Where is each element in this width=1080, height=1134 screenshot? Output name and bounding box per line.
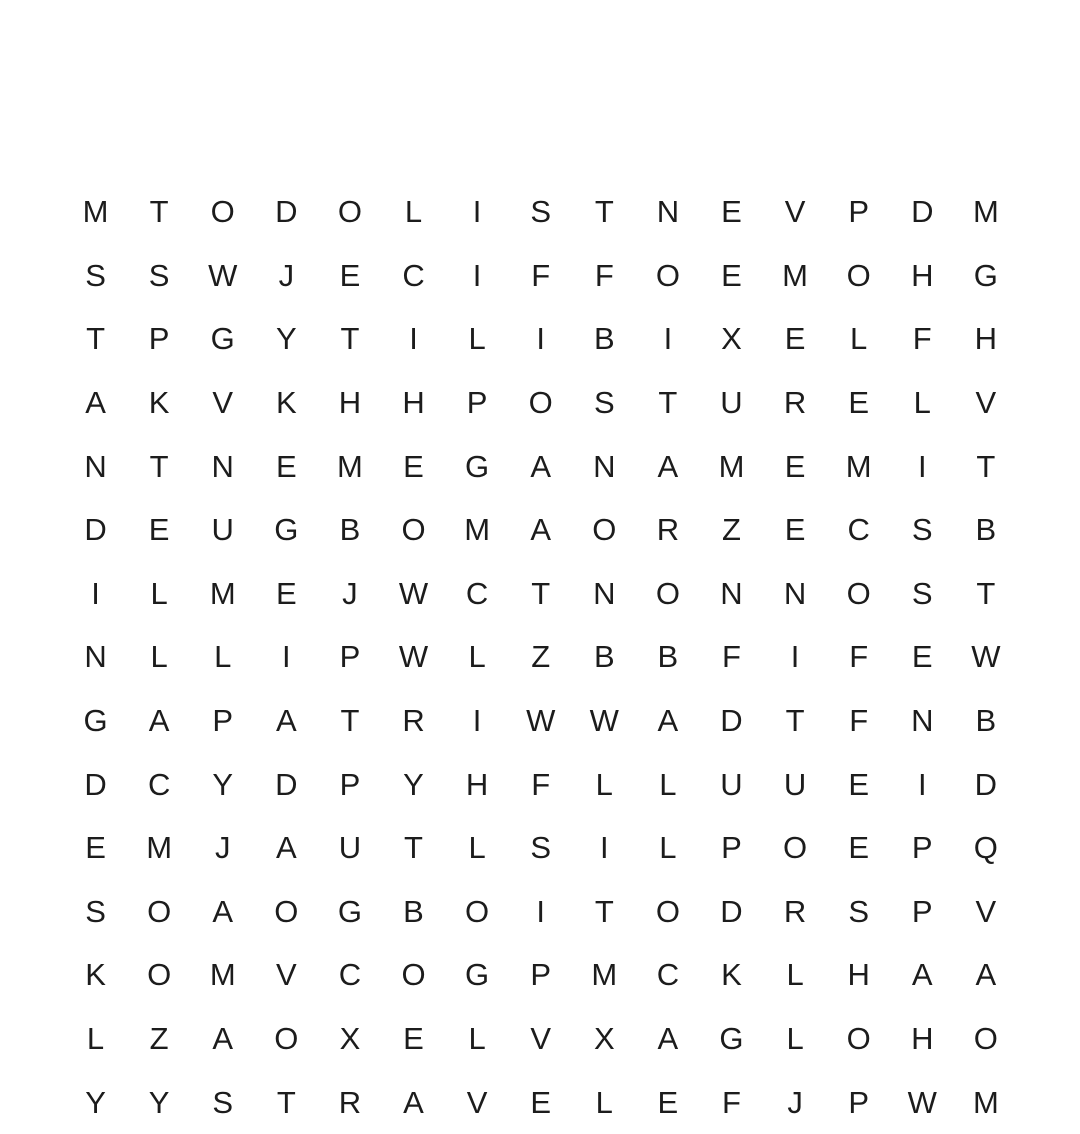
grid-cell[interactable]: A bbox=[275, 703, 298, 739]
grid-cell[interactable]: O bbox=[846, 575, 872, 611]
grid-cell[interactable]: I bbox=[663, 321, 673, 357]
grid-cell[interactable]: L bbox=[786, 1021, 805, 1057]
grid-cell[interactable]: O bbox=[465, 893, 490, 929]
grid-cell[interactable]: Y bbox=[85, 1084, 107, 1120]
grid-cell[interactable]: O bbox=[401, 512, 427, 548]
grid-cell[interactable]: B bbox=[403, 893, 425, 929]
grid-cell[interactable]: L bbox=[595, 766, 614, 802]
grid-cell[interactable]: G bbox=[83, 703, 109, 739]
grid-cell[interactable]: M bbox=[972, 1084, 1000, 1120]
grid-cell[interactable]: O bbox=[210, 194, 236, 230]
grid-cell[interactable]: T bbox=[276, 1084, 297, 1120]
grid-cell[interactable]: C bbox=[402, 257, 426, 293]
grid-cell[interactable]: X bbox=[593, 1021, 616, 1057]
grid-cell[interactable]: W bbox=[526, 703, 556, 739]
grid-cell[interactable]: C bbox=[147, 766, 171, 802]
grid-cell[interactable]: Z bbox=[149, 1021, 170, 1057]
grid-cell[interactable]: N bbox=[593, 448, 616, 484]
grid-cell[interactable]: O bbox=[846, 1021, 872, 1057]
grid-cell[interactable]: P bbox=[848, 1084, 870, 1120]
grid-cell[interactable]: P bbox=[339, 639, 361, 675]
grid-cell[interactable]: E bbox=[275, 448, 298, 484]
grid-cell[interactable]: O bbox=[147, 893, 172, 929]
grid-cell[interactable]: F bbox=[531, 766, 551, 802]
grid-cell[interactable]: G bbox=[973, 257, 999, 293]
grid-cell[interactable]: S bbox=[148, 257, 170, 293]
grid-cell[interactable]: J bbox=[278, 257, 295, 293]
grid-cell[interactable]: B bbox=[975, 703, 997, 739]
grid-cell[interactable]: R bbox=[656, 512, 680, 548]
grid-cell[interactable]: S bbox=[911, 512, 934, 548]
grid-cell[interactable]: O bbox=[783, 830, 808, 866]
grid-cell[interactable]: V bbox=[212, 385, 234, 421]
grid-cell[interactable]: O bbox=[655, 893, 681, 929]
grid-cell[interactable]: T bbox=[976, 448, 996, 484]
grid-cell[interactable]: D bbox=[911, 194, 934, 230]
grid-cell[interactable]: K bbox=[275, 385, 298, 421]
grid-cell[interactable]: T bbox=[658, 385, 678, 421]
grid-cell[interactable]: H bbox=[911, 257, 934, 293]
grid-cell[interactable]: M bbox=[972, 194, 1000, 230]
grid-cell[interactable]: Y bbox=[275, 321, 298, 357]
grid-cell[interactable]: P bbox=[721, 830, 743, 866]
grid-cell[interactable]: I bbox=[599, 830, 610, 866]
grid-cell[interactable]: C bbox=[465, 575, 489, 611]
grid-cell[interactable]: E bbox=[275, 575, 298, 611]
grid-cell[interactable]: S bbox=[85, 257, 107, 293]
grid-cell[interactable]: L bbox=[659, 830, 678, 866]
grid-cell[interactable]: N bbox=[911, 703, 934, 739]
grid-cell[interactable]: Y bbox=[148, 1084, 170, 1120]
grid-cell[interactable]: G bbox=[719, 1021, 745, 1057]
grid-cell[interactable]: U bbox=[211, 512, 235, 548]
grid-cell[interactable]: S bbox=[530, 194, 552, 230]
grid-cell[interactable]: I bbox=[536, 321, 546, 357]
grid-cell[interactable]: M bbox=[146, 830, 173, 866]
grid-cell[interactable]: E bbox=[721, 194, 743, 230]
grid-cell[interactable]: C bbox=[338, 957, 362, 993]
grid-cell[interactable]: U bbox=[720, 385, 744, 421]
grid-cell[interactable]: V bbox=[975, 385, 997, 421]
grid-cell[interactable]: E bbox=[339, 257, 361, 293]
grid-cell[interactable]: R bbox=[338, 1084, 362, 1120]
grid-cell[interactable]: L bbox=[150, 575, 169, 611]
grid-cell[interactable]: Q bbox=[973, 830, 999, 866]
grid-cell[interactable]: P bbox=[466, 385, 488, 421]
grid-cell[interactable]: T bbox=[785, 703, 806, 739]
grid-cell[interactable]: S bbox=[848, 893, 870, 929]
grid-cell[interactable]: D bbox=[275, 194, 299, 230]
grid-cell[interactable]: R bbox=[783, 893, 807, 929]
grid-cell[interactable]: T bbox=[149, 194, 170, 230]
grid-cell[interactable]: L bbox=[214, 639, 232, 675]
grid-cell[interactable]: Z bbox=[531, 639, 551, 675]
grid-cell[interactable]: G bbox=[337, 893, 363, 929]
grid-cell[interactable]: A bbox=[212, 1021, 234, 1057]
grid-cell[interactable]: M bbox=[591, 957, 618, 993]
grid-cell[interactable]: A bbox=[911, 957, 934, 993]
grid-cell[interactable]: K bbox=[85, 957, 107, 993]
grid-cell[interactable]: D bbox=[720, 703, 744, 739]
grid-cell[interactable]: H bbox=[338, 385, 362, 421]
grid-cell[interactable]: I bbox=[917, 448, 928, 484]
grid-cell[interactable]: E bbox=[530, 1084, 552, 1120]
grid-cell[interactable]: P bbox=[848, 194, 870, 230]
grid-cell[interactable]: A bbox=[657, 1021, 679, 1057]
grid-cell[interactable]: T bbox=[340, 703, 360, 739]
grid-cell[interactable]: L bbox=[468, 830, 487, 866]
grid-cell[interactable]: H bbox=[847, 957, 871, 993]
grid-cell[interactable]: J bbox=[214, 830, 231, 866]
grid-cell[interactable]: P bbox=[212, 703, 234, 739]
grid-cell[interactable]: W bbox=[208, 257, 238, 293]
grid-cell[interactable]: L bbox=[850, 321, 868, 357]
grid-cell[interactable]: O bbox=[655, 257, 681, 293]
grid-cell[interactable]: D bbox=[84, 766, 108, 802]
grid-cell[interactable]: O bbox=[401, 957, 427, 993]
grid-cell[interactable]: C bbox=[656, 957, 680, 993]
grid-cell[interactable]: E bbox=[911, 639, 934, 675]
grid-cell[interactable]: U bbox=[338, 830, 362, 866]
grid-cell[interactable]: E bbox=[848, 766, 870, 802]
grid-cell[interactable]: A bbox=[85, 385, 107, 421]
grid-cell[interactable]: H bbox=[402, 385, 426, 421]
grid-cell[interactable]: I bbox=[91, 575, 101, 611]
grid-cell[interactable]: I bbox=[472, 703, 482, 739]
grid-cell[interactable]: A bbox=[657, 703, 679, 739]
grid-cell[interactable]: V bbox=[275, 957, 298, 993]
grid-cell[interactable]: T bbox=[86, 321, 106, 357]
grid-cell[interactable]: B bbox=[593, 321, 616, 357]
grid-cell[interactable]: L bbox=[468, 321, 487, 357]
grid-cell[interactable]: E bbox=[657, 1084, 679, 1120]
grid-cell[interactable]: S bbox=[593, 385, 616, 421]
grid-cell[interactable]: N bbox=[783, 575, 807, 611]
grid-cell[interactable]: V bbox=[975, 893, 997, 929]
grid-cell[interactable]: F bbox=[722, 639, 742, 675]
grid-cell[interactable]: E bbox=[784, 321, 806, 357]
grid-cell[interactable]: A bbox=[275, 830, 298, 866]
grid-cell[interactable]: M bbox=[337, 448, 364, 484]
grid-cell[interactable]: S bbox=[911, 575, 934, 611]
grid-cell[interactable]: J bbox=[342, 575, 359, 611]
grid-cell[interactable]: O bbox=[973, 1021, 999, 1057]
grid-cell[interactable]: T bbox=[594, 194, 615, 230]
grid-cell[interactable]: P bbox=[911, 830, 934, 866]
grid-cell[interactable]: N bbox=[656, 194, 680, 230]
grid-cell[interactable]: B bbox=[339, 512, 361, 548]
grid-cell[interactable]: T bbox=[594, 893, 615, 929]
grid-cell[interactable]: I bbox=[282, 639, 292, 675]
grid-cell[interactable]: K bbox=[721, 957, 743, 993]
grid-cell[interactable]: V bbox=[530, 1021, 552, 1057]
grid-cell[interactable]: N bbox=[593, 575, 616, 611]
grid-cell[interactable]: L bbox=[404, 194, 423, 230]
grid-cell[interactable]: A bbox=[212, 893, 234, 929]
grid-cell[interactable]: M bbox=[464, 512, 491, 548]
grid-cell[interactable]: W bbox=[971, 639, 1001, 675]
grid-cell[interactable]: V bbox=[466, 1084, 488, 1120]
grid-cell[interactable]: E bbox=[148, 512, 170, 548]
grid-cell[interactable]: O bbox=[592, 512, 617, 548]
grid-cell[interactable]: H bbox=[974, 321, 998, 357]
grid-cell[interactable]: A bbox=[975, 957, 997, 993]
grid-cell[interactable]: M bbox=[782, 257, 809, 293]
grid-cell[interactable]: O bbox=[274, 893, 299, 929]
grid-cell[interactable]: E bbox=[85, 830, 107, 866]
grid-cell[interactable]: L bbox=[468, 1021, 487, 1057]
grid-cell[interactable]: V bbox=[784, 194, 806, 230]
grid-cell[interactable]: Y bbox=[212, 766, 234, 802]
grid-cell[interactable]: U bbox=[783, 766, 807, 802]
grid-cell[interactable]: T bbox=[149, 448, 170, 484]
grid-cell[interactable]: I bbox=[917, 766, 928, 802]
grid-cell[interactable]: R bbox=[402, 703, 426, 739]
grid-cell[interactable]: D bbox=[974, 766, 998, 802]
grid-cell[interactable]: U bbox=[720, 766, 744, 802]
grid-cell[interactable]: W bbox=[398, 639, 429, 675]
grid-cell[interactable]: L bbox=[468, 639, 487, 675]
grid-cell[interactable]: P bbox=[148, 321, 170, 357]
grid-cell[interactable]: X bbox=[721, 321, 743, 357]
grid-cell[interactable]: A bbox=[530, 448, 552, 484]
grid-cell[interactable]: G bbox=[465, 448, 490, 484]
grid-cell[interactable]: F bbox=[594, 257, 615, 293]
grid-cell[interactable]: P bbox=[530, 957, 552, 993]
grid-cell[interactable]: O bbox=[274, 1021, 299, 1057]
grid-cell[interactable]: P bbox=[911, 893, 934, 929]
grid-cell[interactable]: M bbox=[209, 575, 237, 611]
grid-cell[interactable]: I bbox=[790, 639, 800, 675]
grid-cell[interactable]: L bbox=[659, 766, 678, 802]
grid-cell[interactable]: B bbox=[657, 639, 679, 675]
grid-cell[interactable]: C bbox=[847, 512, 871, 548]
grid-cell[interactable]: O bbox=[337, 194, 363, 230]
grid-cell[interactable]: B bbox=[593, 639, 616, 675]
grid-cell[interactable]: A bbox=[403, 1084, 425, 1120]
grid-cell[interactable]: L bbox=[786, 957, 805, 993]
grid-cell[interactable]: I bbox=[472, 194, 482, 230]
grid-cell[interactable]: F bbox=[849, 703, 869, 739]
grid-cell[interactable]: N bbox=[211, 448, 235, 484]
grid-cell[interactable]: M bbox=[845, 448, 873, 484]
grid-cell[interactable]: F bbox=[722, 1084, 742, 1120]
grid-cell[interactable]: O bbox=[147, 957, 172, 993]
grid-cell[interactable]: M bbox=[718, 448, 745, 484]
grid-cell[interactable]: I bbox=[409, 321, 419, 357]
grid-cell[interactable]: A bbox=[148, 703, 170, 739]
grid-cell[interactable]: N bbox=[720, 575, 744, 611]
grid-cell[interactable]: S bbox=[530, 830, 552, 866]
grid-cell[interactable]: L bbox=[595, 1084, 614, 1120]
grid-cell[interactable]: I bbox=[472, 257, 482, 293]
grid-cell[interactable]: E bbox=[848, 830, 870, 866]
grid-cell[interactable]: D bbox=[275, 766, 299, 802]
grid-cell[interactable]: T bbox=[340, 321, 360, 357]
grid-cell[interactable]: E bbox=[721, 257, 743, 293]
grid-cell[interactable]: N bbox=[84, 639, 108, 675]
grid-cell[interactable]: W bbox=[907, 1084, 938, 1120]
grid-cell[interactable]: L bbox=[913, 385, 932, 421]
grid-cell[interactable]: O bbox=[528, 385, 554, 421]
grid-cell[interactable]: R bbox=[783, 385, 807, 421]
grid-cell[interactable]: I bbox=[536, 893, 546, 929]
grid-cell[interactable]: S bbox=[85, 893, 107, 929]
grid-cell[interactable]: S bbox=[212, 1084, 234, 1120]
grid-cell[interactable]: G bbox=[210, 321, 236, 357]
grid-cell[interactable]: E bbox=[848, 385, 870, 421]
grid-cell[interactable]: G bbox=[465, 957, 490, 993]
grid-cell[interactable]: M bbox=[82, 194, 109, 230]
grid-cell[interactable]: W bbox=[589, 703, 620, 739]
letter-grid[interactable] bbox=[64, 180, 1016, 1134]
grid-cell[interactable]: N bbox=[84, 448, 108, 484]
grid-cell[interactable]: O bbox=[846, 257, 872, 293]
grid-cell[interactable]: D bbox=[84, 512, 108, 548]
grid-cell[interactable]: T bbox=[531, 575, 551, 611]
grid-cell[interactable]: T bbox=[404, 830, 424, 866]
grid-cell[interactable]: A bbox=[530, 512, 552, 548]
grid-cell[interactable]: H bbox=[911, 1021, 934, 1057]
grid-cell[interactable]: F bbox=[912, 321, 933, 357]
grid-cell[interactable]: D bbox=[720, 893, 744, 929]
grid-cell[interactable]: E bbox=[784, 512, 806, 548]
grid-cell[interactable]: T bbox=[976, 575, 996, 611]
grid-cell[interactable]: Y bbox=[403, 766, 425, 802]
grid-cell[interactable]: E bbox=[784, 448, 806, 484]
grid-cell[interactable]: J bbox=[787, 1084, 804, 1120]
grid-cell[interactable]: L bbox=[150, 639, 169, 675]
grid-cell[interactable]: F bbox=[531, 257, 551, 293]
grid-cell[interactable]: E bbox=[403, 1021, 425, 1057]
grid-cell[interactable]: K bbox=[148, 385, 170, 421]
grid-cell[interactable]: L bbox=[86, 1021, 105, 1057]
grid-cell[interactable]: F bbox=[849, 639, 869, 675]
grid-cell[interactable]: Z bbox=[722, 512, 742, 548]
grid-cell[interactable]: G bbox=[274, 512, 299, 548]
grid-cell[interactable]: W bbox=[398, 575, 429, 611]
grid-cell[interactable]: O bbox=[655, 575, 681, 611]
grid-cell[interactable]: A bbox=[657, 448, 679, 484]
grid-cell[interactable]: M bbox=[209, 957, 237, 993]
grid-cell[interactable]: P bbox=[339, 766, 361, 802]
grid-cell[interactable]: B bbox=[975, 512, 997, 548]
grid-cell[interactable]: H bbox=[465, 766, 489, 802]
grid-cell[interactable]: E bbox=[403, 448, 425, 484]
grid-cell[interactable]: X bbox=[339, 1021, 361, 1057]
